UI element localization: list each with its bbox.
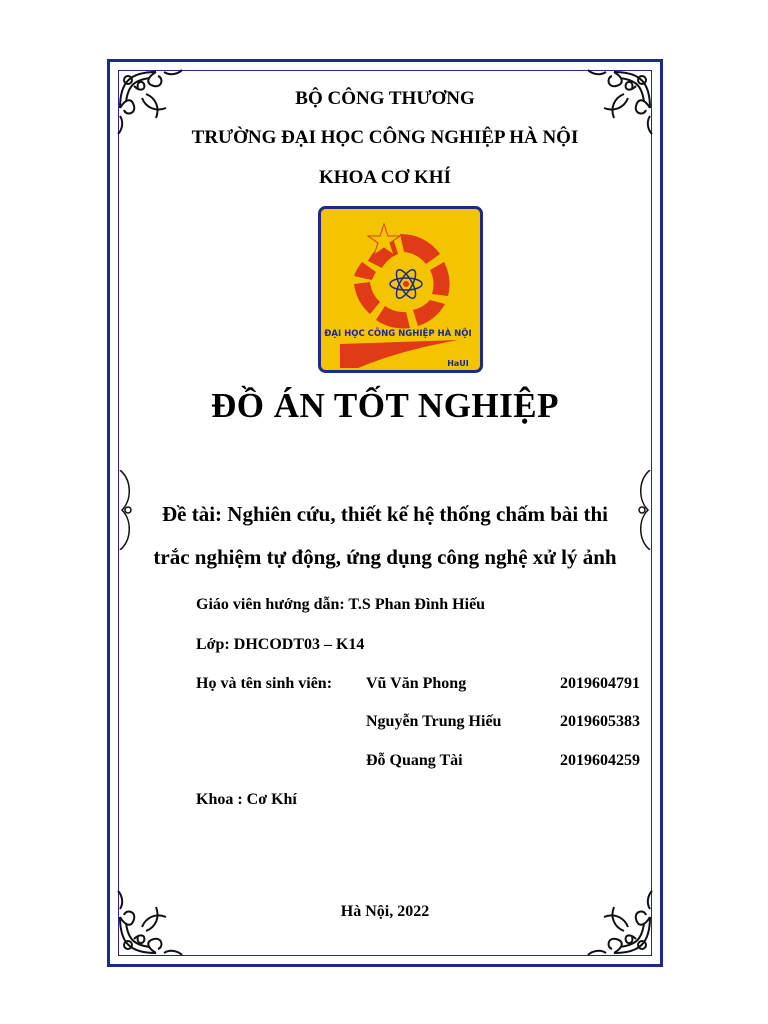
university-logo	[318, 206, 483, 373]
class-line: Lớp: DHCODT03 – K14	[196, 636, 365, 653]
place-date: Hà Nội, 2022	[340, 903, 430, 920]
university-heading: TRƯỜNG ĐẠI HỌC CÔNG NGHIỆP HÀ NỘI	[191, 127, 579, 148]
student-id: 2019605383	[560, 713, 640, 730]
students-label: Họ và tên sinh viên:	[196, 675, 333, 692]
corner-ornament-bottom-left	[116, 887, 186, 957]
thesis-title: ĐỒ ÁN TỐT NGHIỆP	[210, 386, 560, 425]
topic-line-2: trắc nghiệm tự động, ứng dụng công nghệ xử lý ảnh	[153, 545, 617, 569]
faculty-heading: KHOA CƠ KHÍ	[319, 167, 451, 188]
corner-ornament-bottom-right	[584, 887, 654, 957]
student-name: Vũ Văn Phong	[366, 675, 467, 692]
student-id: 2019604791	[560, 675, 640, 692]
faculty-line: Khoa : Cơ Khí	[196, 791, 297, 808]
advisor-line: Giáo viên hướng dẫn: T.S Phan Đình Hiếu	[196, 596, 486, 613]
student-name: Nguyễn Trung Hiếu	[366, 713, 502, 730]
ministry-heading: BỘ CÔNG THƯƠNG	[295, 88, 475, 109]
student-name: Đỗ Quang Tài	[366, 752, 463, 769]
topic-line-1: Đề tài: Nghiên cứu, thiết kế hệ thống chấm bài thi	[161, 502, 609, 526]
logo-short-name: HaUI	[447, 359, 469, 368]
logo-caption: ĐẠI HỌC CÔNG NGHIỆP HÀ NỘI	[324, 329, 472, 339]
student-id: 2019604259	[560, 752, 640, 769]
